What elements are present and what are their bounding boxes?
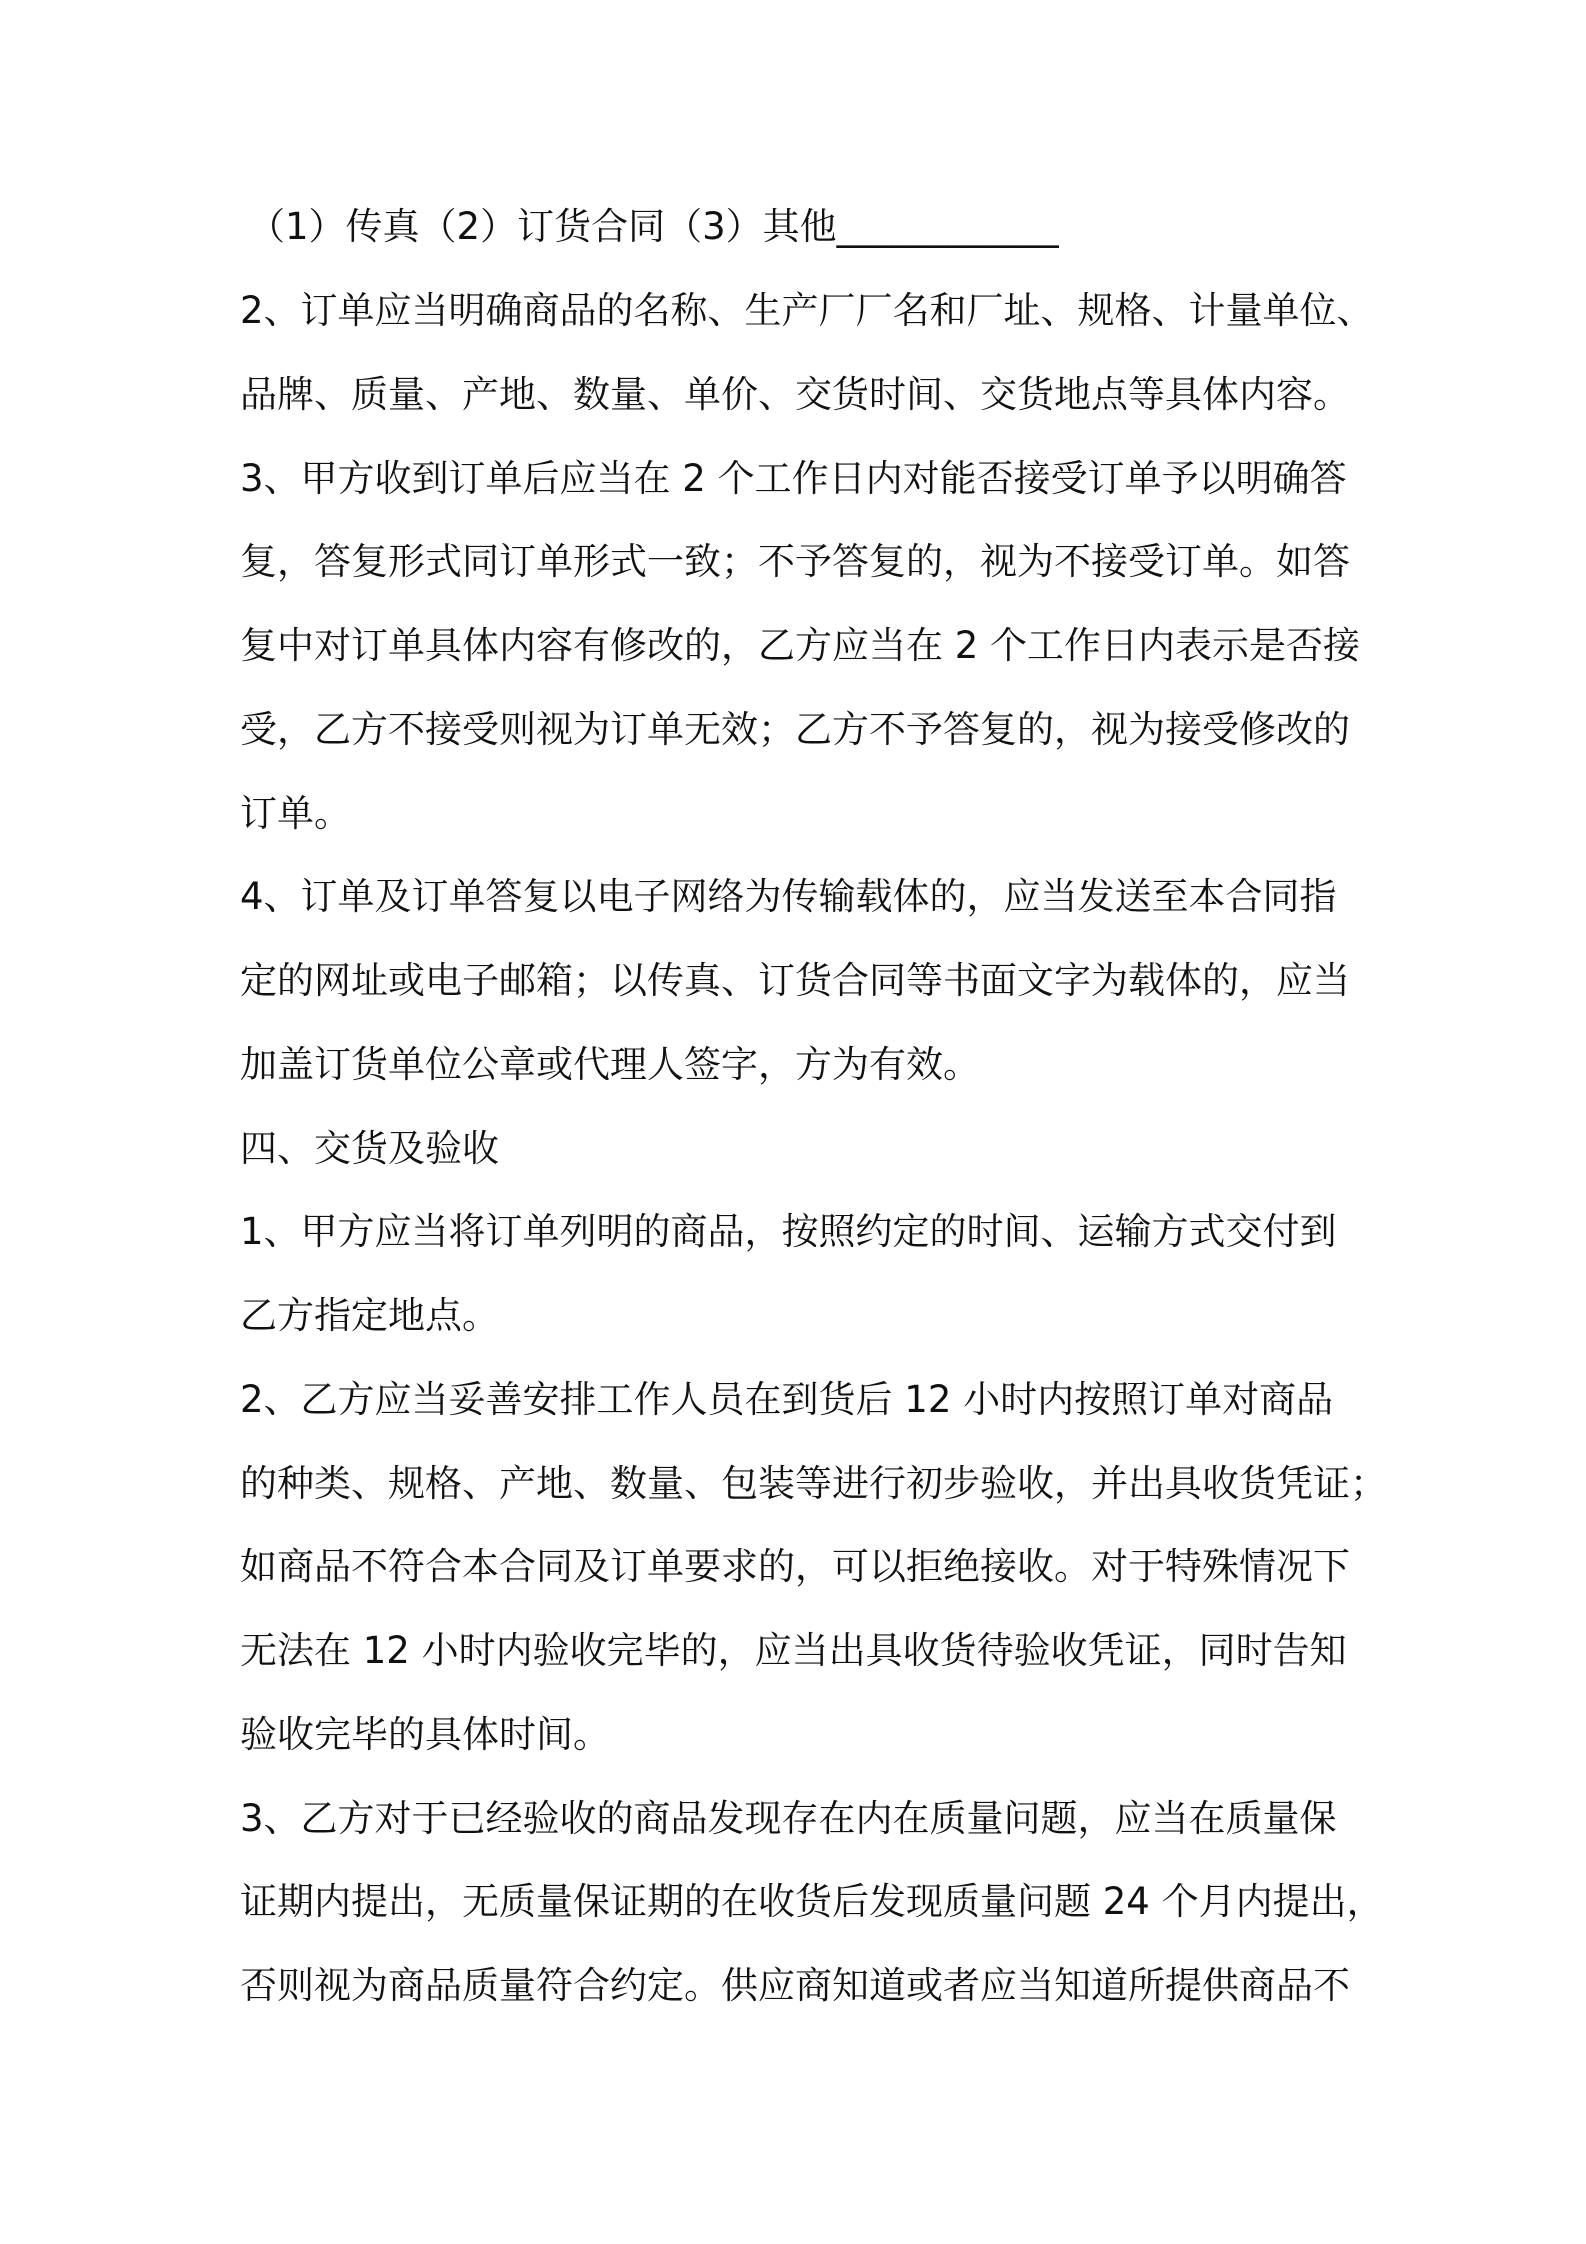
document-line-16: 的种类、规格、产地、数量、包装等进行初步验收，并出具收货凭证； [240,1462,1387,1505]
document-line-6: 复中对订单具体内容有修改的，乙方应当在 2 个工作日内表示是否接 [240,624,1361,667]
document-line-7: 受，乙方不接受则视为订单无效；乙方不予答复的，视为接受修改的 [240,708,1350,751]
document-line-15: 2、乙方应当妥善安排工作人员在到货后 12 小时内按照订单对商品 [240,1378,1334,1421]
document-line-3: 品牌、质量、产地、数量、单价、交货时间、交货地点等具体内容。 [240,373,1350,416]
document-line-14: 乙方指定地点。 [240,1294,499,1337]
document-line-19: 验收完毕的具体时间。 [240,1713,610,1756]
document-line-17: 如商品不符合本合同及订单要求的，可以拒绝接收。对于特殊情况下 [240,1545,1350,1588]
document-line-20: 3、乙方对于已经验收的商品发现存在内在质量问题，应当在质量保 [240,1797,1337,1840]
document-line-10: 定的网址或电子邮箱；以传真、订货合同等书面文字为载体的，应当 [240,959,1350,1002]
document-line-13: 1、甲方应当将订单列明的商品，按照约定的时间、运输方式交付到 [240,1210,1337,1253]
section-heading: 四、交货及验收 [240,1127,499,1170]
document-line-22: 否则视为商品质量符合约定。供应商知道或者应当知道所提供商品不 [240,1964,1350,2007]
document-line-18: 无法在 12 小时内验收完毕的，应当出具收货待验收凭证，同时告知 [240,1629,1347,1672]
document-line-9: 4、订单及订单答复以电子网络为传输载体的，应当发送至本合同指 [240,875,1337,918]
document-line-2: 2、订单应当明确商品的名称、生产厂厂名和厂址、规格、计量单位、 [240,289,1374,332]
document-line-8: 订单。 [240,792,351,835]
document-line-4: 3、甲方收到订单后应当在 2 个工作日内对能否接受订单予以明确答 [240,457,1347,500]
document-line-1: （1）传真（2）订货合同（3）其他____________ [248,205,1059,248]
document-line-5: 复，答复形式同订单形式一致；不予答复的，视为不接受订单。如答 [240,540,1350,583]
document-line-11: 加盖订货单位公章或代理人签字，方为有效。 [240,1043,980,1086]
document-line-21: 证期内提出，无质量保证期的在收货后发现质量问题 24 个月内提出， [240,1880,1384,1923]
